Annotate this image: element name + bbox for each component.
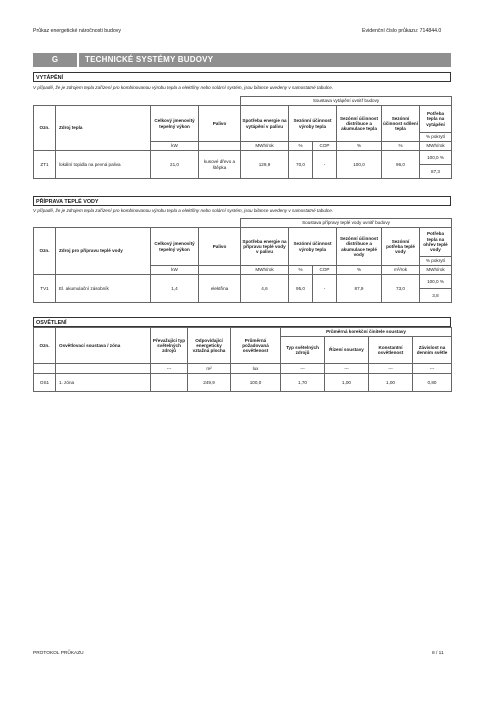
lighting-unit-type: --- <box>151 364 188 374</box>
section-band <box>33 53 451 67</box>
heating-col-power: Celkový jmenovitý tepelný výkon <box>151 106 199 142</box>
table-row <box>34 275 452 289</box>
dhw-unit-power: kW <box>151 266 199 275</box>
dhw-unit-need: MWh/rok <box>420 266 452 275</box>
lighting-table <box>33 327 452 392</box>
dhw-row-cop: - <box>313 275 337 303</box>
lighting-row-lux: 100,0 <box>231 374 281 392</box>
table-row <box>34 151 452 165</box>
dhw-row-source: El. akumulační zásobník <box>56 275 151 303</box>
dhw-unit-pct: % <box>289 266 313 275</box>
dhw-row-dist: 87,9 <box>337 275 382 303</box>
lighting-col-c2: Řízení soustavy <box>325 337 369 364</box>
dhw-row-water: 73,0 <box>382 275 420 303</box>
heating-col-need: Potřeba tepla na vytápění <box>420 106 452 133</box>
lighting-col-correction: Průměrná korekční činitele soustavy <box>281 328 452 337</box>
lighting-col-c4: Závislost na denním světle <box>413 337 452 364</box>
dhw-col-distribution: Sezónní účinnost distribuce a akumulace teplé vody <box>337 228 382 266</box>
dhw-row-power: 1,4 <box>151 275 199 303</box>
dhw-row-energy: 4,6 <box>241 275 289 303</box>
heating-row-source: lokální topidla na pevná paliva <box>56 151 151 179</box>
heating-unit-cop: COP <box>313 142 337 151</box>
dhw-row-ozn: TV1 <box>34 275 56 303</box>
dhw-col-energy: Spotřeba energie na přípravu teplé vody v palivu <box>241 228 289 266</box>
lighting-col-system: Osvětlovací soustava / zóna <box>56 328 151 364</box>
heating-col-cover: % pokrytí <box>420 133 452 142</box>
lighting-col-ozn: Ozn. <box>34 328 56 364</box>
dhw-group-header: Soustava přípravy teplé vody uvnitř budovy <box>241 219 452 228</box>
lighting-row-c4: 0,80 <box>413 374 452 392</box>
dhw-row-fuel: elektřina <box>199 275 241 303</box>
evidence-number: Evidenční číslo průkazu: 714844.0 <box>362 28 442 34</box>
lighting-unit-c2: --- <box>325 364 369 374</box>
dhw-col-fuel: Palivo <box>199 228 241 266</box>
heating-col-sharing: Sezónní účinnost sdílení tepla <box>382 106 420 142</box>
heating-row-fuel: kusové dřevo a štěpka <box>199 151 241 179</box>
lighting-section-heading: OSVĚTLENÍ <box>33 317 451 327</box>
heating-col-fuel: Palivo <box>199 106 241 142</box>
lighting-unit-area: m² <box>188 364 231 374</box>
heating-col-source: Zdroj tepla <box>56 106 151 151</box>
dhw-unit-water: m³/rok <box>382 266 420 275</box>
dhw-col-ozn: Ozn. <box>34 228 56 275</box>
dhw-col-source: Zdroj pro přípravu teplé vody <box>56 228 151 275</box>
heating-row-cop: - <box>313 151 337 179</box>
heating-unit-pct: % <box>289 142 313 151</box>
section-title: TECHNICKÉ SYSTÉMY BUDOVY <box>85 55 214 64</box>
heating-row-cover: 100,0 % <box>420 151 452 165</box>
dhw-row-cover: 100,0 % <box>420 275 452 289</box>
band-divider <box>77 53 79 67</box>
lighting-unit-c1: --- <box>281 364 325 374</box>
lighting-row-c1: 1,70 <box>281 374 325 392</box>
dhw-unit-energy: MWh/rok <box>241 266 289 275</box>
lighting-col-area: Odpovídající energeticky vztažná plocha <box>188 328 231 364</box>
lighting-unit-c3: --- <box>369 364 413 374</box>
dhw-row-eff: 95,0 <box>289 275 313 303</box>
heating-table <box>33 96 452 179</box>
dhw-note: V případě, že je zdrojem tepla zařízení pro kombinovanou výrobu tepla a elektřiny nebo solární systém, jsou bilance uvedeny v samostatné tabulce. <box>33 208 334 213</box>
lighting-row-c3: 1,00 <box>369 374 413 392</box>
heating-group-header: Soustava vytápění uvnitř budovy <box>241 97 452 106</box>
lighting-col-lux: Průměrná požadovaná osvětlenost <box>231 328 281 364</box>
heating-unit-power: kW <box>151 142 199 151</box>
heating-row-share: 96,0 <box>382 151 420 179</box>
dhw-row-need: 3,8 <box>420 289 452 303</box>
heating-unit-need: MWh/rok <box>420 142 452 151</box>
heating-col-efficiency: Sezónní účinnost výroby tepla <box>289 106 337 142</box>
heating-row-dist: 100,0 <box>337 151 382 179</box>
heating-section-heading: VYTÁPĚNÍ <box>33 72 451 82</box>
table-row <box>34 374 452 392</box>
lighting-col-type: Převažující typ světelných zdrojů <box>151 328 188 364</box>
lighting-row-c2: 1,00 <box>325 374 369 392</box>
footer-label: PROTOKOL PRŮKAZU <box>33 651 84 656</box>
heating-col-distribution: Sezónní účinnost distribuce a akumulace tepla <box>337 106 382 142</box>
heating-note: V případě, že je zdrojem tepla zařízení pro kombinovanou výrobu tepla a elektřiny nebo solární systém, jsou bilance uvedeny v samostatné tabulce. <box>33 85 334 90</box>
dhw-col-water: Sezónní potřeba teplé vody <box>382 228 420 266</box>
dhw-col-need: Potřeba tepla na ohřev teplé vody <box>420 228 452 257</box>
dhw-table <box>33 218 452 303</box>
heating-row-power: 21,0 <box>151 151 199 179</box>
document-title: Průkaz energetické náročnosti budovy <box>33 28 121 34</box>
heating-row-energy: 129,9 <box>241 151 289 179</box>
lighting-unit-lux: lux <box>231 364 281 374</box>
lighting-col-c1: Typ světelných zdrojů <box>281 337 325 364</box>
heating-col-ozn: Ozn. <box>34 106 56 151</box>
heating-unit-dist: % <box>337 142 382 151</box>
dhw-col-cover: % pokrytí <box>420 257 452 266</box>
heating-row-ozn: ZT1 <box>34 151 56 179</box>
dhw-unit-cop: COP <box>313 266 337 275</box>
lighting-col-c3: Konstantní osvětlenost <box>369 337 413 364</box>
lighting-row-area: 249,9 <box>188 374 231 392</box>
heating-unit-share: % <box>382 142 420 151</box>
lighting-unit-c4: --- <box>413 364 452 374</box>
dhw-col-efficiency: Sezónní účinnost výroby tepla <box>289 228 337 266</box>
heating-unit-energy: MWh/rok <box>241 142 289 151</box>
page-number: 8 / 11 <box>432 651 444 656</box>
lighting-row-type <box>151 374 188 392</box>
dhw-col-power: Celkový jmenovitý tepelný výkon <box>151 228 199 266</box>
dhw-section-heading: PŘÍPRAVA TEPLÉ VODY <box>33 196 451 206</box>
lighting-row-ozn: OS1 <box>34 374 56 392</box>
heating-col-energy: Spotřeba energie na vytápění v palivu <box>241 106 289 142</box>
section-code: G <box>51 55 59 64</box>
heating-row-need: 87,3 <box>420 165 452 179</box>
lighting-row-system: 1. zóna <box>56 374 151 392</box>
heating-row-eff: 70,0 <box>289 151 313 179</box>
dhw-unit-dist: % <box>337 266 382 275</box>
